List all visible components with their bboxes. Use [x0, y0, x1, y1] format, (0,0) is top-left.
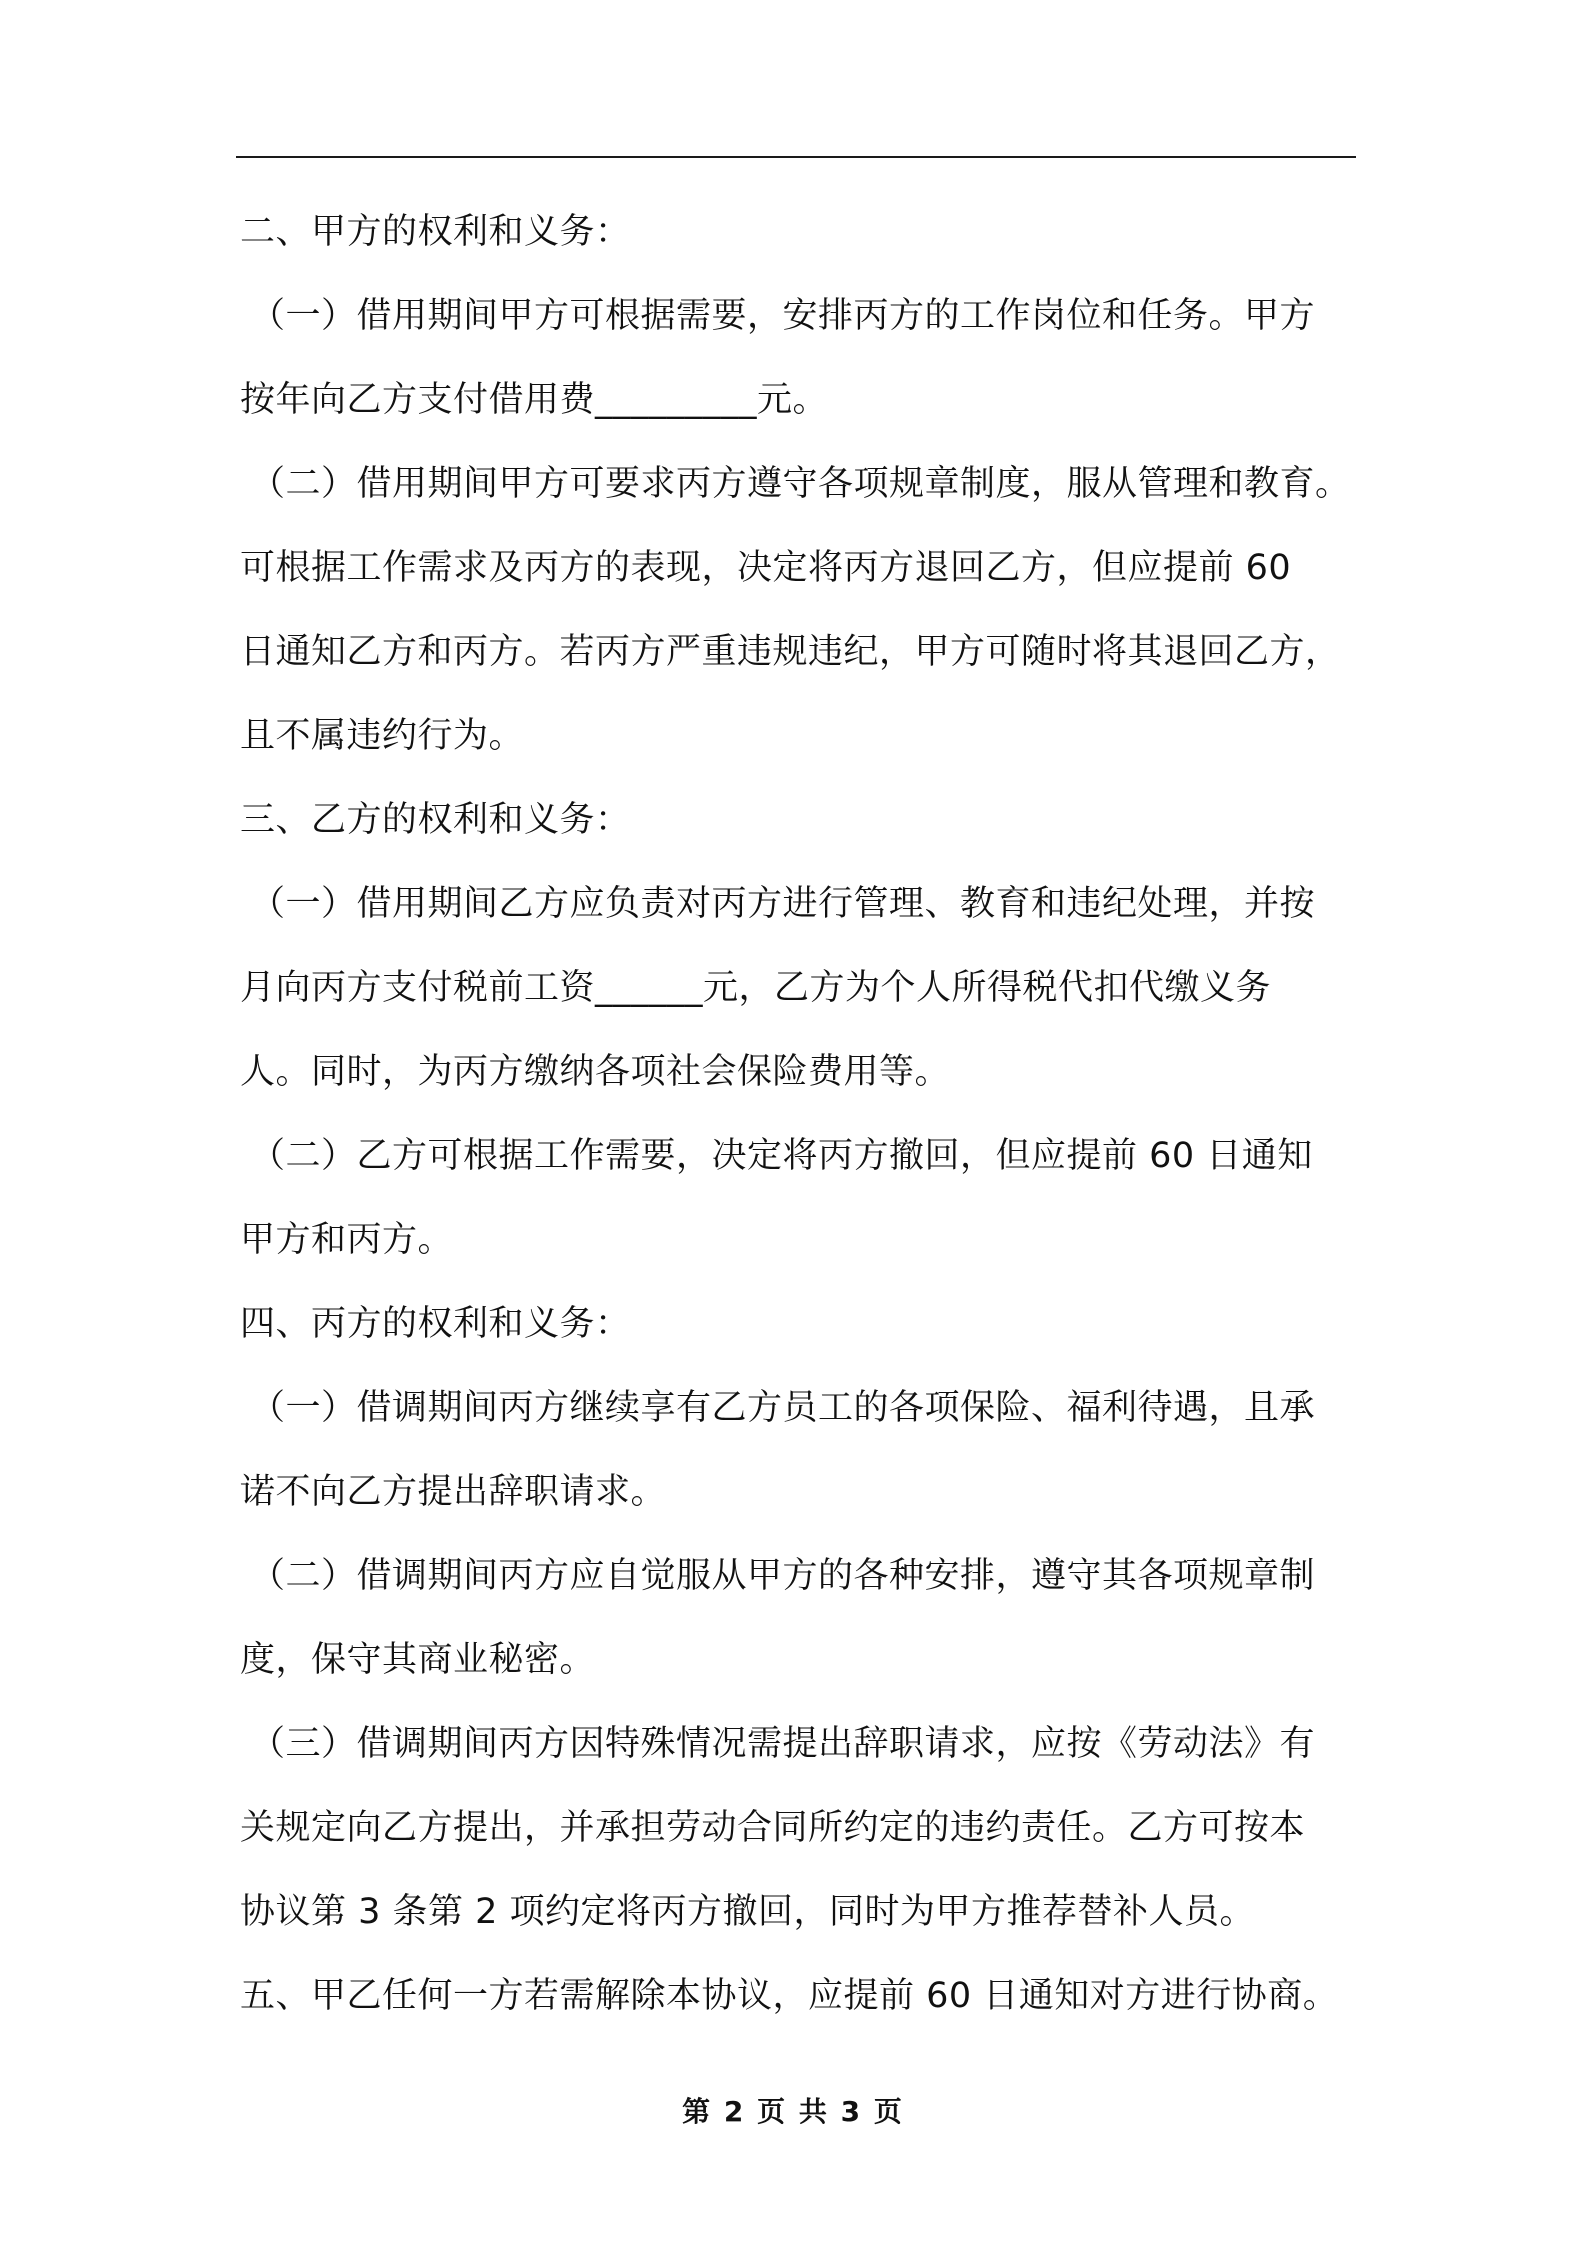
paragraph-line: （一）借用期间乙方应负责对丙方进行管理、教育和违纪处理，并按 [250, 884, 1316, 924]
paragraph-line: 甲方和丙方。 [240, 1220, 454, 1260]
section-heading-2: 二、甲方的权利和义务： [240, 212, 631, 252]
paragraph-line: 可根据工作需求及丙方的表现，决定将丙方退回乙方，但应提前 60 [240, 548, 1292, 588]
paragraph-line: （一）借用期间甲方可根据需要，安排丙方的工作岗位和任务。甲方 [250, 296, 1316, 336]
paragraph-line: （二）借调期间丙方应自觉服从甲方的各种安排，遵守其各项规章制 [250, 1556, 1316, 1596]
paragraph-line: 日通知乙方和丙方。若丙方严重违规违纪，甲方可随时将其退回乙方， [240, 632, 1341, 672]
paragraph-line: （二）借用期间甲方可要求丙方遵守各项规章制度，服从管理和教育。 [250, 464, 1351, 504]
section-heading-4: 四、丙方的权利和义务： [240, 1304, 631, 1344]
document-body [240, 196, 1390, 2044]
paragraph-line: 度，保守其商业秘密。 [240, 1640, 596, 1680]
paragraph-line: 且不属违约行为。 [240, 716, 525, 756]
paragraph-line: 月向丙方支付税前工资______元，乙方为个人所得税代扣代缴义务 [240, 968, 1272, 1008]
paragraph-line: （一）借调期间丙方继续享有乙方员工的各项保险、福利待遇，且承 [250, 1388, 1316, 1428]
page-number-footer: 第 2 页 共 3 页 [682, 2095, 904, 2128]
paragraph-line: 关规定向乙方提出，并承担劳动合同所约定的违约责任。乙方可按本 [240, 1808, 1306, 1848]
paragraph-line: （二）乙方可根据工作需要，决定将丙方撤回，但应提前 60 日通知 [250, 1136, 1313, 1176]
header-divider [236, 156, 1356, 158]
paragraph-line: 诺不向乙方提出辞职请求。 [240, 1472, 667, 1512]
paragraph-line: 按年向乙方支付借用费_________元。 [240, 380, 829, 420]
paragraph-line: 协议第 3 条第 2 项约定将丙方撤回，同时为甲方推荐替补人员。 [240, 1892, 1256, 1932]
section-heading-3: 三、乙方的权利和义务： [240, 800, 631, 840]
paragraph-line: （三）借调期间丙方因特殊情况需提出辞职请求，应按《劳动法》有 [250, 1724, 1316, 1764]
paragraph-line: 人。同时，为丙方缴纳各项社会保险费用等。 [240, 1052, 951, 1092]
section-heading-5: 五、甲乙任何一方若需解除本协议，应提前 60 日通知对方进行协商。 [240, 1976, 1339, 2016]
